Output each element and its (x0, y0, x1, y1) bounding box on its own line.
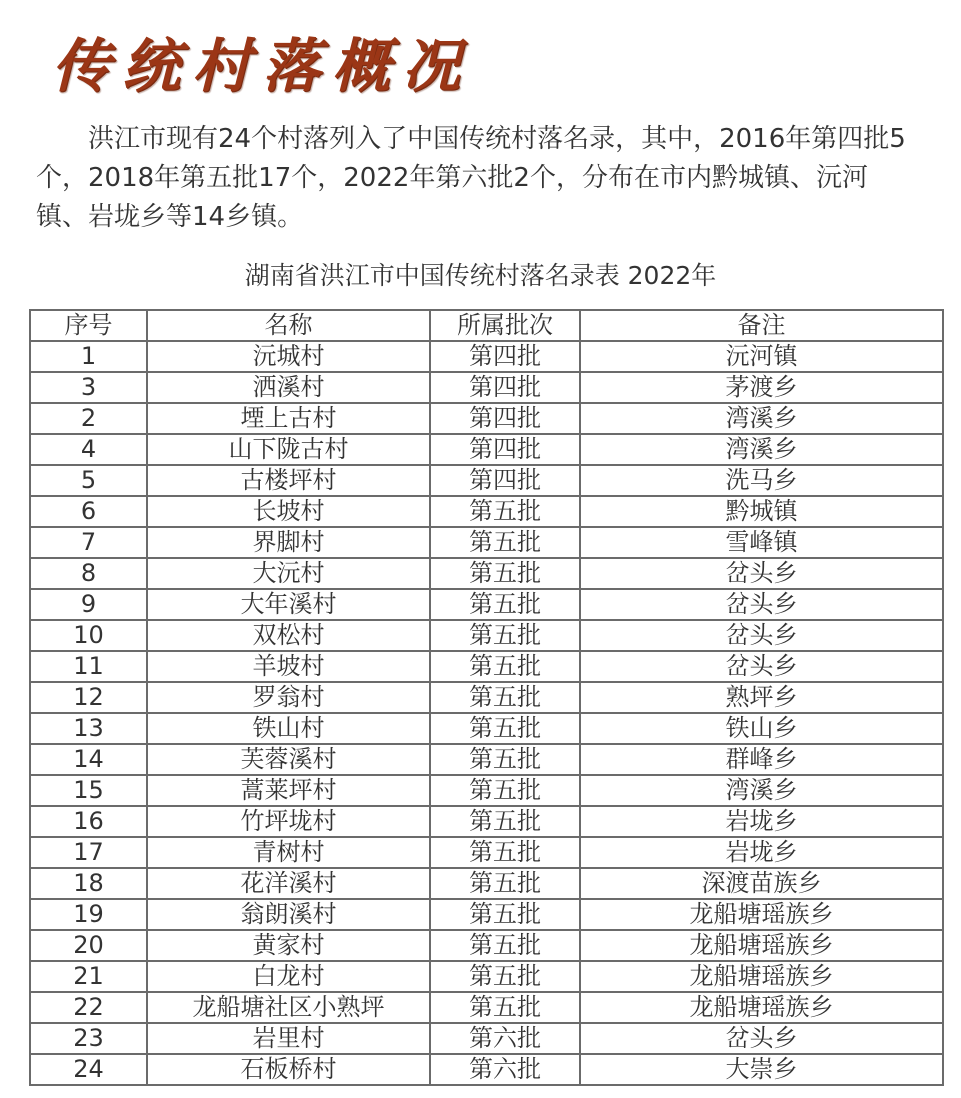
cell-batch: 第四批 (430, 341, 580, 372)
header-batch: 所属批次 (430, 310, 580, 341)
cell-note: 雪峰镇 (580, 527, 943, 558)
cell-note: 岔头乡 (580, 651, 943, 682)
page-title: 传统村落概况 (52, 32, 473, 100)
cell-name: 大年溪村 (147, 589, 430, 620)
cell-note: 群峰乡 (580, 744, 943, 775)
cell-name: 大沅村 (147, 558, 430, 589)
cell-name: 山下陇古村 (147, 434, 430, 465)
table-row (30, 682, 943, 713)
cell-index: 15 (30, 775, 147, 806)
table-header-row (30, 310, 943, 341)
header-note: 备注 (580, 310, 943, 341)
cell-name: 沅城村 (147, 341, 430, 372)
cell-index: 5 (30, 465, 147, 496)
cell-note: 龙船塘瑶族乡 (580, 930, 943, 961)
cell-name: 罗翁村 (147, 682, 430, 713)
cell-name: 堙上古村 (147, 403, 430, 434)
cell-index: 19 (30, 899, 147, 930)
cell-batch: 第五批 (430, 620, 580, 651)
cell-index: 8 (30, 558, 147, 589)
table-row (30, 961, 943, 992)
cell-batch: 第五批 (430, 806, 580, 837)
cell-batch: 第四批 (430, 465, 580, 496)
table-body (30, 341, 943, 1085)
cell-batch: 第五批 (430, 558, 580, 589)
cell-note: 茅渡乡 (580, 372, 943, 403)
cell-index: 24 (30, 1054, 147, 1085)
cell-batch: 第五批 (430, 992, 580, 1023)
cell-batch: 第四批 (430, 403, 580, 434)
cell-note: 岔头乡 (580, 1023, 943, 1054)
cell-index: 9 (30, 589, 147, 620)
cell-batch: 第五批 (430, 651, 580, 682)
intro-paragraph: 洪江市现有24个村落列入了中国传统村落名录，其中，2016年第四批5个，2018年第五批17个，2022年第六批2个，分布在市内黔城镇、沅河镇、岩垅乡等14乡镇。 (36, 124, 906, 232)
cell-name: 石板桥村 (147, 1054, 430, 1085)
cell-index: 11 (30, 651, 147, 682)
cell-name: 岩里村 (147, 1023, 430, 1054)
table-row (30, 589, 943, 620)
cell-name: 龙船塘社区小熟坪 (147, 992, 430, 1023)
cell-index: 22 (30, 992, 147, 1023)
cell-index: 14 (30, 744, 147, 775)
table-row (30, 341, 943, 372)
cell-note: 岔头乡 (580, 558, 943, 589)
cell-name: 古楼坪村 (147, 465, 430, 496)
cell-name: 竹坪垅村 (147, 806, 430, 837)
cell-index: 2 (30, 403, 147, 434)
cell-index: 18 (30, 868, 147, 899)
cell-name: 界脚村 (147, 527, 430, 558)
table-row (30, 651, 943, 682)
cell-note: 湾溪乡 (580, 434, 943, 465)
cell-note: 岔头乡 (580, 620, 943, 651)
cell-note: 岩垅乡 (580, 837, 943, 868)
cell-index: 3 (30, 372, 147, 403)
table-row (30, 744, 943, 775)
cell-batch: 第五批 (430, 527, 580, 558)
cell-note: 铁山乡 (580, 713, 943, 744)
cell-index: 16 (30, 806, 147, 837)
header-name: 名称 (147, 310, 430, 341)
cell-note: 深渡苗族乡 (580, 868, 943, 899)
cell-batch: 第四批 (430, 434, 580, 465)
cell-batch: 第五批 (430, 775, 580, 806)
table-row (30, 992, 943, 1023)
cell-name: 长坡村 (147, 496, 430, 527)
table-row (30, 1054, 943, 1085)
table-row (30, 558, 943, 589)
cell-batch: 第五批 (430, 930, 580, 961)
cell-batch: 第五批 (430, 496, 580, 527)
cell-index: 13 (30, 713, 147, 744)
table-row (30, 868, 943, 899)
cell-name: 铁山村 (147, 713, 430, 744)
table-row (30, 899, 943, 930)
table-row (30, 465, 943, 496)
cell-index: 7 (30, 527, 147, 558)
cell-index: 20 (30, 930, 147, 961)
cell-note: 湾溪乡 (580, 775, 943, 806)
village-table (29, 309, 944, 1086)
cell-name: 羊坡村 (147, 651, 430, 682)
table-row (30, 806, 943, 837)
cell-batch: 第五批 (430, 837, 580, 868)
cell-batch: 第五批 (430, 868, 580, 899)
cell-note: 洗马乡 (580, 465, 943, 496)
cell-name: 青树村 (147, 837, 430, 868)
table-row (30, 837, 943, 868)
cell-batch: 第五批 (430, 682, 580, 713)
table-row (30, 527, 943, 558)
header-index: 序号 (30, 310, 147, 341)
cell-batch: 第四批 (430, 372, 580, 403)
cell-note: 龙船塘瑶族乡 (580, 961, 943, 992)
table-row (30, 620, 943, 651)
cell-name: 洒溪村 (147, 372, 430, 403)
cell-note: 大崇乡 (580, 1054, 943, 1085)
cell-note: 黔城镇 (580, 496, 943, 527)
cell-index: 17 (30, 837, 147, 868)
cell-batch: 第五批 (430, 744, 580, 775)
cell-name: 翁朗溪村 (147, 899, 430, 930)
cell-note: 湾溪乡 (580, 403, 943, 434)
table-row (30, 496, 943, 527)
table-row (30, 775, 943, 806)
table-row (30, 930, 943, 961)
cell-name: 双松村 (147, 620, 430, 651)
cell-batch: 第五批 (430, 713, 580, 744)
cell-batch: 第五批 (430, 589, 580, 620)
table-row (30, 713, 943, 744)
cell-batch: 第六批 (430, 1054, 580, 1085)
table-row (30, 372, 943, 403)
cell-batch: 第五批 (430, 961, 580, 992)
cell-note: 龙船塘瑶族乡 (580, 992, 943, 1023)
cell-index: 21 (30, 961, 147, 992)
cell-name: 花洋溪村 (147, 868, 430, 899)
cell-name: 黄家村 (147, 930, 430, 961)
table-row (30, 434, 943, 465)
cell-note: 沅河镇 (580, 341, 943, 372)
cell-name: 芙蓉溪村 (147, 744, 430, 775)
cell-note: 熟坪乡 (580, 682, 943, 713)
cell-index: 12 (30, 682, 147, 713)
cell-index: 6 (30, 496, 147, 527)
cell-note: 岔头乡 (580, 589, 943, 620)
cell-index: 1 (30, 341, 147, 372)
table-caption: 湖南省洪江市中国传统村落名录表 2022年 (244, 261, 717, 290)
cell-index: 10 (30, 620, 147, 651)
cell-index: 23 (30, 1023, 147, 1054)
cell-name: 蒿莱坪村 (147, 775, 430, 806)
cell-batch: 第六批 (430, 1023, 580, 1054)
cell-batch: 第五批 (430, 899, 580, 930)
table-row (30, 403, 943, 434)
cell-name: 白龙村 (147, 961, 430, 992)
cell-index: 4 (30, 434, 147, 465)
table-row (30, 1023, 943, 1054)
cell-note: 岩垅乡 (580, 806, 943, 837)
cell-note: 龙船塘瑶族乡 (580, 899, 943, 930)
